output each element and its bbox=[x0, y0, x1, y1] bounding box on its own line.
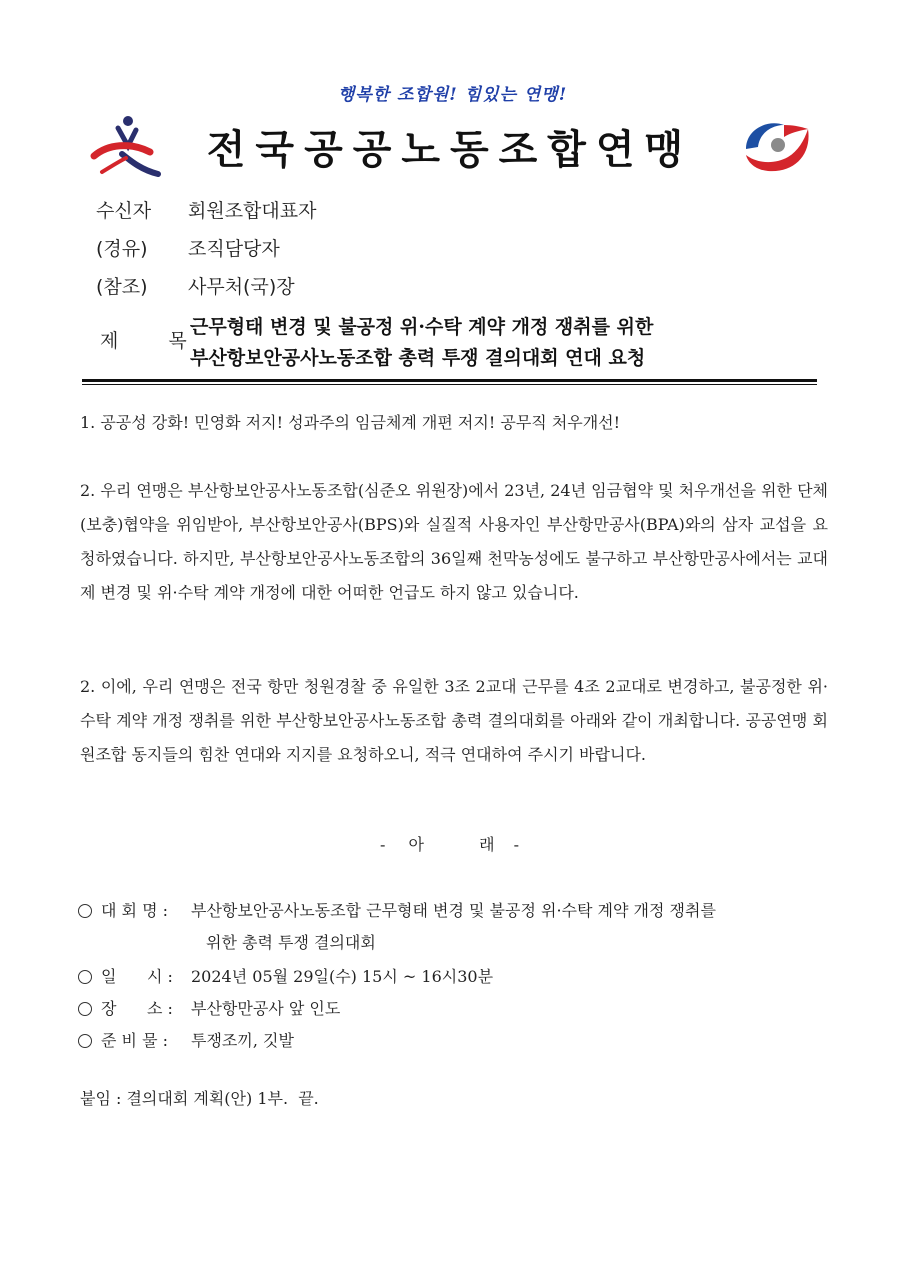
detail-value: 부산항보안공사노동조합 근무형태 변경 및 불공정 위·수탁 계약 개정 쟁취를 bbox=[191, 901, 716, 920]
via-value: 조직담당자 bbox=[188, 238, 280, 260]
ala-dash-left: - bbox=[380, 835, 388, 854]
recipient-row bbox=[96, 196, 316, 223]
subject-label: 제 목 bbox=[100, 330, 209, 352]
circle-bullet-icon bbox=[78, 1002, 92, 1016]
ala-rae: 래 bbox=[479, 835, 497, 854]
via-row bbox=[96, 234, 280, 261]
detail-item-place bbox=[78, 996, 340, 1019]
divider-thin bbox=[82, 384, 817, 385]
detail-item-datetime bbox=[78, 964, 493, 987]
via-label: (경유) bbox=[96, 238, 148, 260]
circle-bullet-icon bbox=[78, 970, 92, 984]
paragraph-1: 1. 공공성 강화! 민영화 저지! 성과주의 임금체계 개편 저지! 공무직 처우개선! bbox=[80, 413, 621, 432]
union-logo-right bbox=[738, 117, 814, 177]
detail-item-event bbox=[78, 898, 716, 921]
detail-label: 대 회 명 : bbox=[101, 901, 169, 920]
org-name: 전국공공노동조합연맹 bbox=[206, 127, 694, 173]
detail-label: 장 소 : bbox=[101, 999, 173, 1018]
circle-bullet-icon bbox=[78, 904, 92, 918]
recipient-label: 수신자 bbox=[96, 200, 152, 222]
slogan: 행복한 조합원! 힘있는 연맹! bbox=[337, 85, 568, 105]
paragraph-2: 2. 우리 연맹은 부산항보안공사노동조합(심준오 위원장)에서 23년, 24년 임금협약 및 처우개선을 위한 단체(보충)협약을 위임받아, 부산항보안공사(BPS)와 실질적 사용자인 부산항만공사(BPA)와의 삼자 교섭을 요청하였습니다. 하지만, 부산항보안공사노동조합의 36일째 천막농성에도 불구하고 부산항만공사에서는 교대제 변경 및 위·수탁 계약 개정에 대한 어떠한 언급도 하지 않고 있습니다. bbox=[80, 481, 828, 602]
detail-value: 투쟁조끼, 깃발 bbox=[191, 1031, 294, 1050]
ala-dash-right: - bbox=[513, 835, 522, 854]
attachment-note: 붙임 : 결의대회 계획(안) 1부. 끝. bbox=[80, 1089, 319, 1108]
circle-bullet-icon bbox=[78, 1034, 92, 1048]
ref-label: (참조) bbox=[96, 276, 148, 298]
detail-item-supplies bbox=[78, 1028, 294, 1051]
subject-line-1: 근무형태 변경 및 불공정 위·수탁 계약 개정 쟁취를 위한 bbox=[190, 316, 654, 338]
subject-line-2: 부산항보안공사노동조합 총력 투쟁 결의대회 연대 요청 bbox=[190, 347, 646, 369]
paragraph-3: 2. 이에, 우리 연맹은 전국 항만 청원경찰 중 유일한 3조 2교대 근무를 4조 2교대로 변경하고, 불공정한 위·수탁 계약 개정 쟁취를 위한 부산항보안공사노동조합 총력 결의대회를 아래와 같이 개최합니다. 공공연맹 회원조합 동지들의 힘찬 연대와 지지를 요청하오니, 적극 연대하여 주시기 바랍니다. bbox=[80, 677, 828, 764]
divider-thick bbox=[82, 379, 817, 382]
section-heading-below bbox=[380, 832, 521, 855]
recipient-value: 회원조합대표자 bbox=[188, 200, 317, 222]
detail-value-cont: 위한 총력 투쟁 결의대회 bbox=[206, 933, 376, 952]
ref-value: 사무처(국)장 bbox=[188, 276, 295, 298]
union-logo-left bbox=[88, 112, 168, 182]
detail-value: 2024년 05월 29일(수) 15시 ~ 16시30분 bbox=[191, 967, 494, 986]
ref-row bbox=[96, 272, 295, 299]
detail-label: 준 비 물 : bbox=[101, 1031, 169, 1050]
detail-label: 일 시 : bbox=[101, 967, 173, 986]
detail-value: 부산항만공사 앞 인도 bbox=[191, 999, 341, 1018]
ala-a: 아 bbox=[408, 835, 426, 854]
